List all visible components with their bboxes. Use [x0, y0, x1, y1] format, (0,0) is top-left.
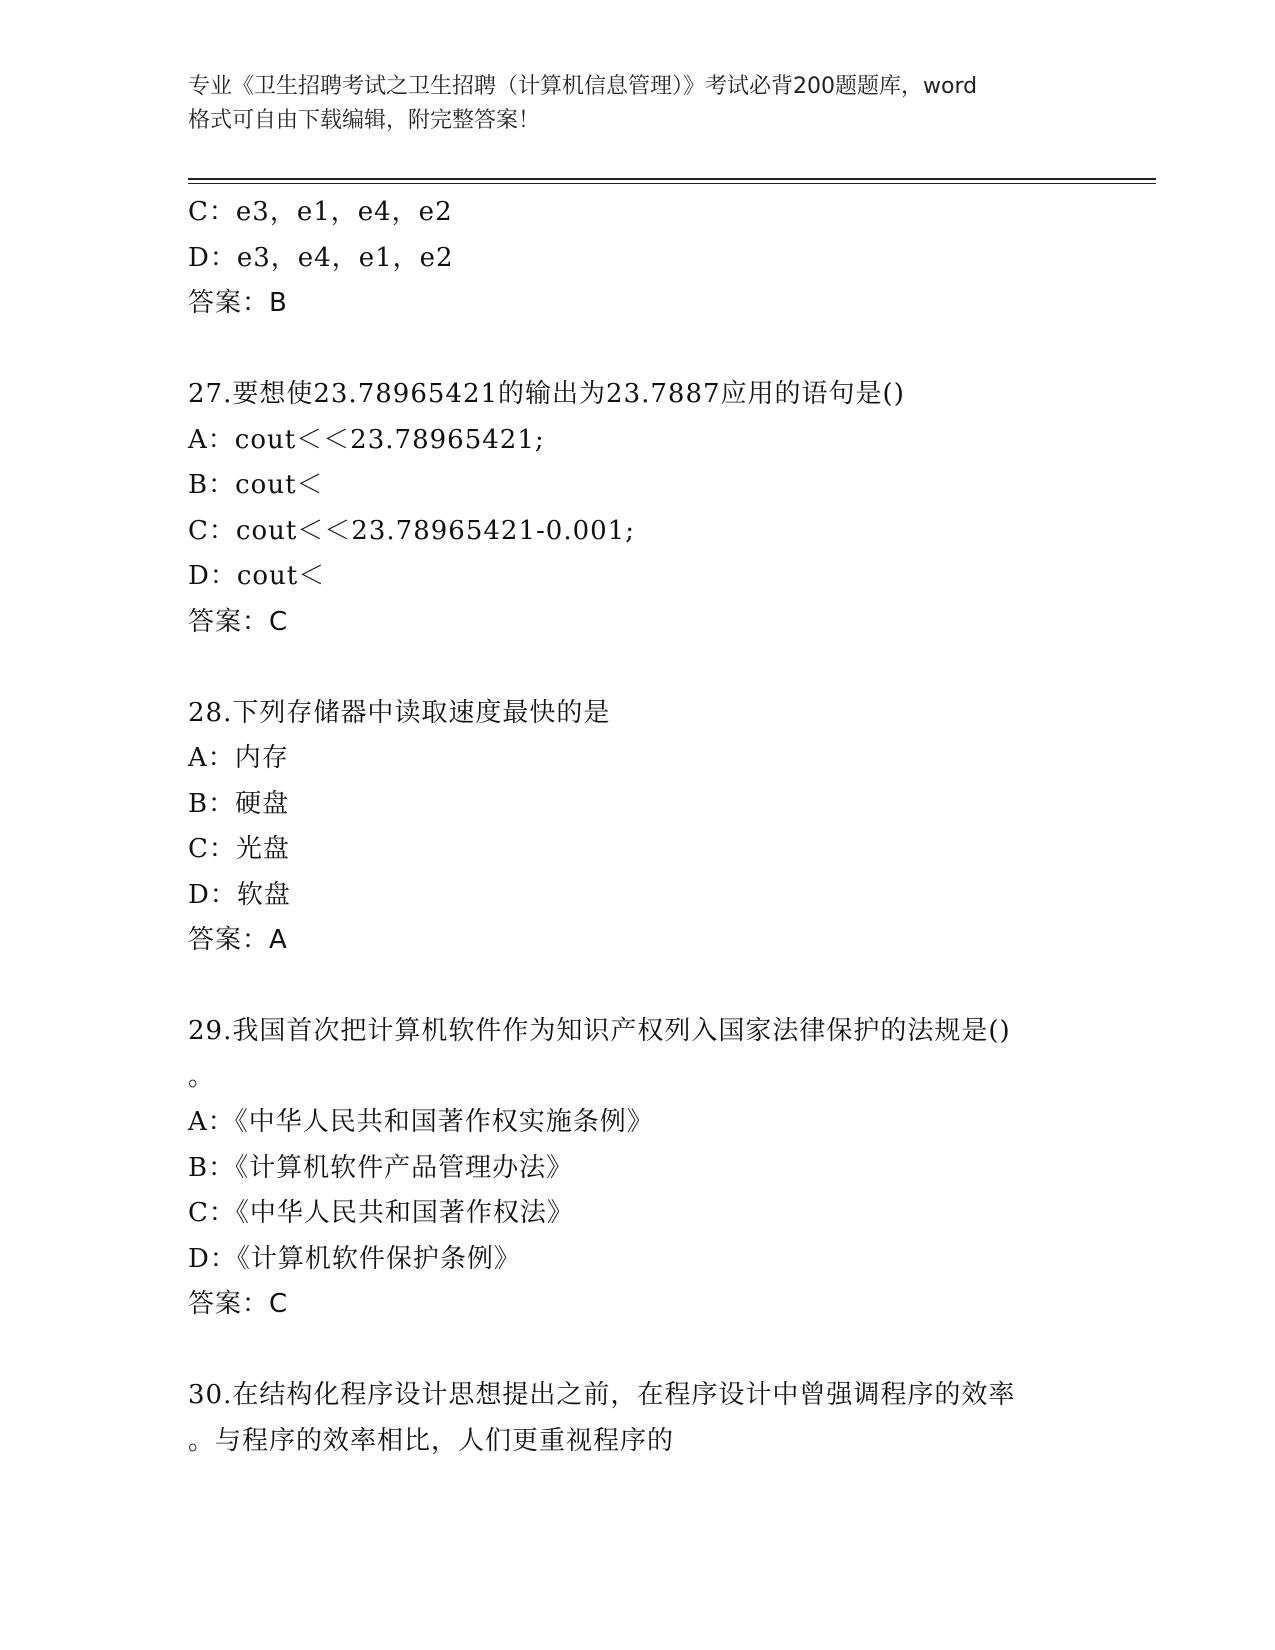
- option-c: C：光盘: [188, 834, 290, 864]
- question-stem-line-1: 29.我国首次把计算机软件作为知识产权列入国家法律保护的法规是(): [188, 1016, 1011, 1046]
- answer: 答案：A: [188, 925, 288, 955]
- question-stem-line-1: 30.在结构化程序设计思想提出之前，在程序设计中曾强调程序的效率: [188, 1380, 1016, 1410]
- header-rule-thin: [188, 183, 1156, 184]
- spacer: [188, 645, 1088, 691]
- document-header: [188, 70, 1088, 138]
- question-30: [188, 1373, 1088, 1464]
- option-c: C：e3，e1，e4，e2: [188, 197, 453, 227]
- option-b: B：硬盘: [188, 788, 290, 819]
- answer: 答案：C: [188, 606, 289, 637]
- question-28: [188, 691, 1088, 964]
- header-title-line-2: 格式可自由下载编辑，附完整答案！: [188, 108, 541, 133]
- header-title-line-1: 专业《卫生招聘考试之卫生招聘（计算机信息管理）》考试必背200题题库，word: [188, 74, 978, 99]
- option-d: D：cout＜: [188, 561, 326, 591]
- spacer: [188, 327, 1088, 373]
- question-29: [188, 1009, 1088, 1328]
- question-stem: 27.要想使23.78965421的输出为23.7887应用的语句是(): [188, 379, 905, 409]
- option-b: B：《计算机软件产品管理办法》: [188, 1152, 574, 1183]
- question-stem: 28.下列存储器中读取速度最快的是: [188, 697, 611, 728]
- question-stem-line-2: 。与程序的效率相比，人们更重视程序的: [188, 1425, 675, 1456]
- question-27: [188, 372, 1088, 645]
- option-d: D：e3，e4，e1，e2: [188, 242, 454, 273]
- question-26-tail: [188, 190, 1088, 327]
- option-a: A：cout＜＜23.78965421;: [188, 424, 545, 455]
- spacer: [188, 964, 1088, 1010]
- option-d: D：软盘: [188, 879, 291, 910]
- question-stem-line-2: 。: [188, 1061, 216, 1092]
- answer: 答案：B: [188, 288, 288, 318]
- option-b: B：cout＜: [188, 470, 324, 500]
- question-list: [188, 190, 1088, 1464]
- header-rule-thick: [188, 178, 1156, 180]
- option-c: C：cout＜＜23.78965421-0.001;: [188, 515, 635, 546]
- spacer: [188, 1328, 1088, 1374]
- option-c: C：《中华人民共和国著作权法》: [188, 1198, 574, 1228]
- answer: 答案：C: [188, 1289, 289, 1319]
- option-d: D：《计算机软件保护条例》: [188, 1243, 521, 1274]
- option-a: A：内存: [188, 743, 289, 773]
- option-a: A：《中华人民共和国著作权实施条例》: [188, 1107, 654, 1137]
